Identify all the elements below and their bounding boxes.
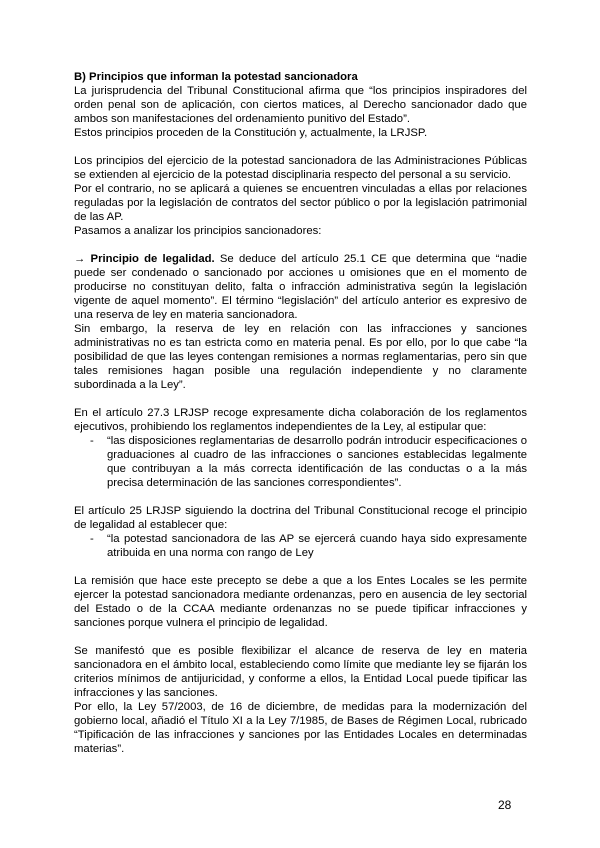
paragraph-exclusion: Por el contrario, no se aplicará a quienes se encuentren vinculadas a ellas por relaciones reguladas por la legislación de contratos del sector público o por la legislación patrimonial de las AP. — [74, 183, 527, 223]
paragraph-flexibilizar: Se manifestó que es posible flexibilizar el alcance de reserva de ley en materia sancionadora en el ámbito local, estableciendo como límite que mediante ley se fijarán los criterios mínimos de antijuricidad, y conforme a ellos, la Entidad Local puede tipificar las infracciones y las sanciones. — [74, 645, 527, 699]
paragraph-remision: La remisión que hace este precepto se debe a que a los Entes Locales se les permite ejercer la potestad sancionadora mediante ordenanzas, pero en ausencia de ley sectorial del Estado o de la CCAA mediante ordenanzas no se puede tipificar infracciones y sanciones porque vulnera el principio de legalidad. — [74, 575, 527, 629]
spacer — [74, 490, 527, 504]
paragraph-jurisprudencia: La jurisprudencia del Tribunal Constitucional afirma que “los principios inspiradores del orden penal son de aplicación, con ciertos matices, al Derecho sancionador dado que ambos son manifestaciones del ordenamiento punitivo del Estado”. — [74, 85, 527, 125]
spacer — [74, 238, 527, 252]
spacer — [74, 140, 527, 154]
paragraph-principio-legalidad — [74, 252, 527, 322]
spacer — [74, 630, 527, 644]
paragraph-articulo-27-3: En el artículo 27.3 LRJSP recoge expresamente dicha colaboración de los reglamentos ejecutivos, prohibiendo los reglamentos independientes de la Ley, al estipular que: — [74, 407, 527, 433]
section-heading: B) Principios que informan la potestad sancionadora — [74, 71, 358, 83]
bullet-dash: - — [90, 435, 94, 447]
principio-legalidad-title: Principio de legalidad. — [90, 253, 215, 265]
paragraph-articulo-25: El artículo 25 LRJSP siguiendo la doctrina del Tribunal Constitucional recoge el principio de legalidad al establecer que: — [74, 505, 527, 531]
bullet-text-potestad: “la potestad sancionadora de las AP se ejercerá cuando haya sido expresamente atribuida en una norma con rango de Ley — [107, 533, 527, 559]
paragraph-potestad-disciplinaria: Los principios del ejercicio de la potestad sancionadora de las Administraciones Públicas se extienden al ejercicio de la potestad disciplinaria respecto del personal a su servicio. — [74, 155, 527, 181]
paragraph-reserva-ley: Sin embargo, la reserva de ley en relación con las infracciones y sanciones administrativas no es tan estricta como en materia penal. Es por ello, por lo que cabe “la posibilidad de que las leyes contengan remisiones a normas reglamentarias, pero sin que tales remisiones hagan posible una regulación independiente y no claramente subordinada a la Ley”. — [74, 323, 527, 391]
arrow-marker: → — [74, 253, 86, 265]
bullet-text-disposiciones: “las disposiciones reglamentarias de desarrollo podrán introducir especificaciones o graduaciones al cuadro de las infracciones o sanciones establecidas legalmente que contribuyan a la más correcta identificación de las conductas o a la más precisa determinación de las sanciones correspondientes”. — [107, 435, 527, 489]
spacer — [74, 392, 527, 406]
paragraph-intro-principios: Pasamos a analizar los principios sancionadores: — [74, 225, 322, 237]
principio-legalidad-text: Se deduce del artículo 25.1 CE que determina que “nadie puede ser condenado o sancionado por acciones u omisiones que en el momento de producirse no constituyan delito, falta o infracción administrativa según la legislación vigente de aquel momento”. El término “legislación” del artículo anterior es expresivo de una reserva de ley en materia sancionadora. — [74, 253, 528, 321]
list-item — [74, 434, 527, 490]
bullet-dash: - — [90, 533, 94, 545]
paragraph-origen-principios: Estos principios proceden de la Constitución y, actualmente, la LRJSP. — [74, 127, 428, 139]
page-number: 28 — [498, 798, 512, 812]
list-item — [74, 532, 527, 560]
paragraph-ley-57-2003: Por ello, la Ley 57/2003, de 16 de diciembre, de medidas para la modernización del gobierno local, añadió el Título XI a la Ley 7/1985, de Bases de Régimen Local, rubricado “Tipificación de las infracciones y sanciones por las Entidades Locales en determinadas materias”. — [74, 701, 527, 755]
document-body — [74, 70, 527, 756]
spacer — [74, 560, 527, 574]
